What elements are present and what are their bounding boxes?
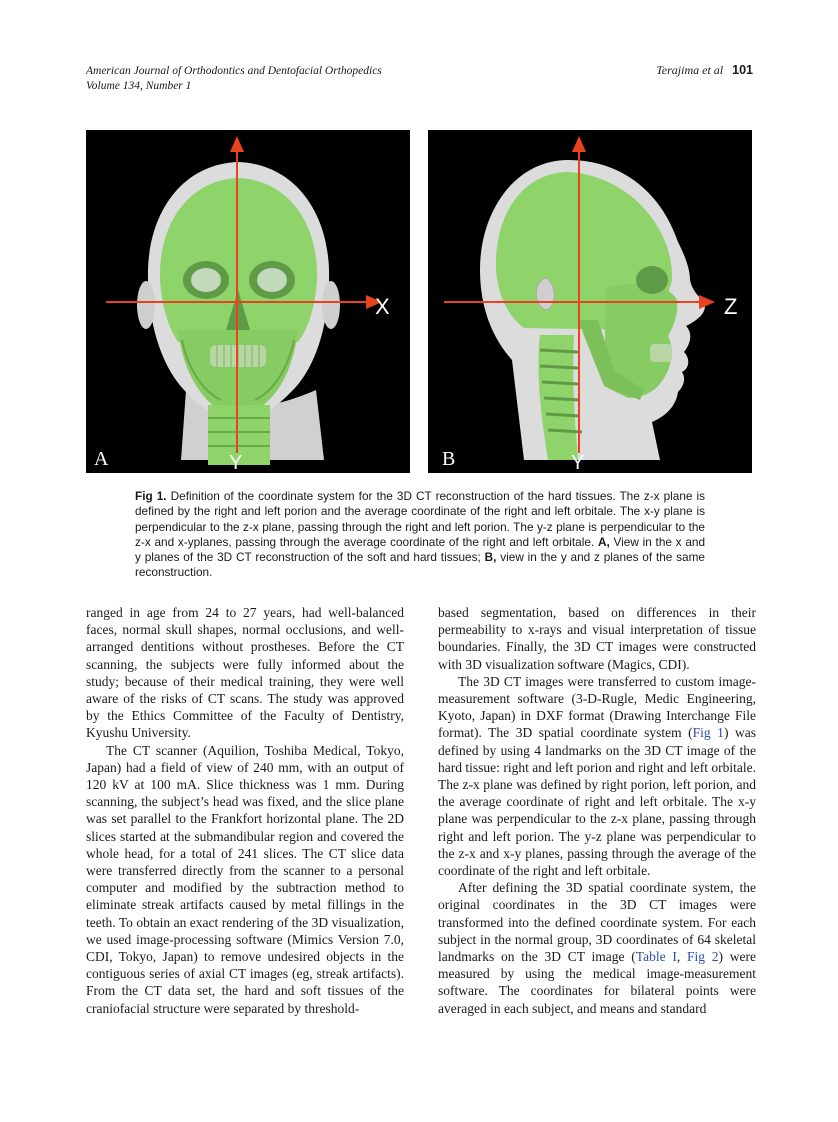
paragraph-landmarks (438, 879, 756, 1017)
figure-link[interactable]: Fig 1 (692, 725, 724, 741)
caption-a-label: A, (597, 534, 610, 549)
paragraph-ct-scanner: The CT scanner (Aquilion, Toshiba Medical, Tokyo, Japan) had a field of view of 240 mm, with an output of 120 kV at 100 mA. Slice thickness was 1 mm. During scanning, the subject’s head was fixed, and the slice plane was set parallel to the Frankfort horizontal plane. The 2D slices started at the submandibular region and covered the whole head, for a total of 241 slices. The CT slice data were transferred directly from the scanner to a personal computer and modified by the subtraction method to eliminate streak artifacts caused by metal fillings in the teeth. To obtain an exact rendering of the 3D visualization, we used image-processing software (Mimics Version 7.0, CDI, Tokyo, Japan) to remove undesired objects in the contiguous series of axial CT images (eg, streak artifacts). From the CT data set, the hard and soft tissues of the craniofacial structure were separated by threshold- (86, 742, 404, 1016)
text-run: ) were measured by using the medical image-measurement software. The coordinates for bilateral points were averaged in each subject, and means and standard (438, 949, 756, 1016)
author-line: Terajima et al (656, 63, 724, 77)
panel-letter-b: B (442, 448, 456, 470)
panel-letter-a: A (94, 448, 109, 470)
page-number: 101 (732, 63, 753, 77)
figure-link[interactable]: Fig 2 (686, 949, 719, 965)
journal-title: American Journal of Orthodontics and Dentofacial Orthopedics (86, 65, 382, 77)
paragraph-segmentation: based segmentation, based on differences in their permeability to x-rays and visual interpretation of tissue boundaries. Finally, the 3D CT images were constructed with 3D visualization software (Magics, CDI). (438, 605, 756, 672)
caption-b-label: B, (484, 550, 497, 565)
figure-panel-a (86, 130, 410, 473)
axis-label-x: X (375, 294, 390, 319)
lateral-ct-image (428, 130, 752, 473)
caption-a-text: View in the x and y planes of the 3D CT reconstruction of the soft and hard tissues; (135, 534, 706, 565)
journal-volume: Volume 134, Number 1 (86, 80, 192, 92)
axis-label-y: Y (571, 452, 585, 473)
text-run: The 3D CT images were transferred to custom image-measurement software (3-D-Rugle, Medic Engineering, Kyoto, Japan) in DXF format (Drawing Interchange File format). The 3D spatial coordinate system ( (438, 673, 756, 741)
text-run: ) was defined by using 4 landmarks on the 3D CT image of the hard tissue: right and left porion and right and left orbitale. The z-x plane was defined by right porion, left porion, and the average coordinate of right and left orbitale. The x-y plane was perpendicular to the z-x plane, passing through right and left porion. The y-z plane was perpendicular to the z-x and x-y planes, passing through the average of the coordinate of the right and left orbitale. (438, 725, 756, 879)
body-column-left (86, 604, 404, 1017)
axis-label-y: Y (229, 452, 243, 473)
running-header-page (656, 63, 753, 78)
figure-caption (135, 489, 705, 581)
text-run: , (676, 949, 687, 965)
paragraph-coordinate-system (438, 673, 756, 879)
axis-label-z: Z (724, 294, 738, 319)
table-link[interactable]: Table I (635, 949, 677, 965)
figure-panel-b (428, 130, 752, 473)
paragraph-subjects: ranged in age from 24 to 27 years, had well-balanced faces, normal skull shapes, normal occlusions, and well-arranged dentitions without prostheses. Before the CT scanning, the subjects were fully informed about the study; because of their medical training, they were well aware of the risks of CT scans. The study was approved by the Ethics Committee of the Faculty of Dentistry, Kyushu University. (86, 605, 404, 741)
text-run: After defining the 3D spatial coordinate system, the original coordinates in the 3D CT images were transformed into the defined coordinate system. For each subject in the normal group, 3D coordinates of 64 skeletal landmarks on the 3D CT image ( (438, 880, 756, 965)
body-column-right (438, 604, 756, 1017)
caption-label: Fig 1. (135, 489, 167, 503)
frontal-ct-image (86, 130, 410, 473)
running-header-journal (86, 64, 382, 94)
caption-text: Definition of the coordinate system for the 3D CT reconstruction of the hard tissues. The z-x plane is defined by the right and left porion and the average coordinate of the right and left orbitale. The x-y plane is perpendicular to the z-x plane, passing through the right and left porion. The y-z plane is perpendicular to the z-x and x-yplanes, passing through the average coordinate of the right and left orbitale. (135, 489, 706, 549)
caption-b-text: view in the y and z planes of the same reconstruction. (135, 550, 705, 580)
